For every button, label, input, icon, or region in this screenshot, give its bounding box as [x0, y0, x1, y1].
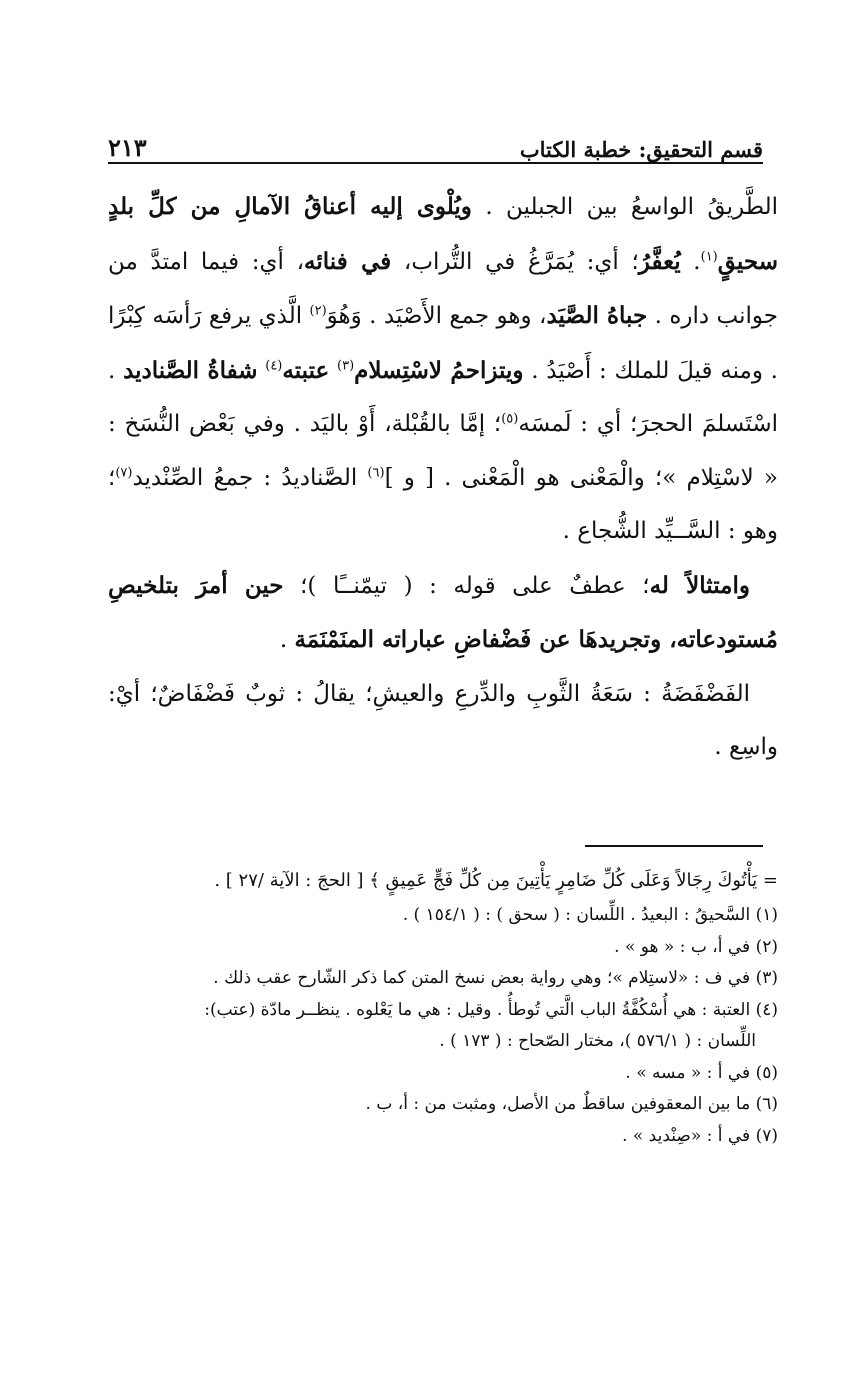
text-run: ، أي: فيما امتدَّ من جوانب داره .	[108, 248, 778, 329]
footnote-ref: (٧)	[115, 464, 133, 480]
footnote-ref: (٥)	[501, 411, 519, 427]
footnote-ref: (٦)	[367, 464, 385, 480]
text-run: ؛ أي: يُمَرَّغُ في التُّراب،	[403, 248, 639, 275]
footnote-ref: (٣)	[337, 357, 355, 373]
paragraph-3: الفَضْفَضَةُ : سَعَةُ الثَّوبِ والدِّرعِ والعيشِ؛ يقالُ : ثوبٌ فَضْفَاضٌ؛ أيْ: واسِع .	[108, 680, 778, 760]
footnote-verse-continuation: = يَأْتُوكَ رِجَالاً وَعَلَى كُلِّ ضَامِرٍ يَأْتِينَ مِن كُلِّ فَجٍّ عَمِيقٍ ﴾ [ الحجَ : الآية /٢٧ ] .	[214, 870, 778, 891]
matn-quote: في فنائه	[304, 247, 392, 275]
matn-quote: عتبته	[282, 356, 330, 384]
footnote-5: (٥) في أ : « مسه » .	[625, 1062, 778, 1083]
footnote-rule	[585, 845, 763, 847]
text-run: الطَّريقُ الواسعُ بين الجبلين .	[485, 194, 778, 220]
matn-quote: وامتثالاً له	[649, 571, 751, 599]
header-rule	[108, 162, 763, 164]
footnote-4-continued: اللِّسان : ( ٥٧٦/١ )، مختار الصّحاح : ( ١٧٣ ) .	[439, 1031, 756, 1051]
paragraph-2	[108, 559, 778, 668]
footnote-1: (١) السَّحيقُ : البعيدُ . اللِّسان : ( سحق ) : ( ١٥٤/١ ) .	[402, 905, 778, 925]
footnote-ref: (١)	[700, 248, 718, 264]
main-text	[108, 180, 778, 775]
footnote-7: (٧) في أ : «صِنْديد » .	[622, 1125, 778, 1146]
text-run: الصَّناديدُ : جمعُ الصِّنْديد	[132, 464, 368, 491]
matn-quote: يُعفَّرُ	[638, 247, 681, 275]
footnote-ref: (٤)	[265, 357, 283, 373]
footnote-2: (٢) في أ، ب : « هو » .	[614, 936, 778, 957]
footnote-6: (٦) ما بين المعقوفين ساقطٌ من الأصل، ومثبت من : أ، ب .	[365, 1094, 778, 1114]
text-run: . اسْتَسلمَ الحجرَ؛ أي : لَمسَه	[108, 357, 778, 437]
matn-quote: ويُلْوى إليه أعناقُ الآمالِ من كلِّ بلدٍ سحيقٍ	[108, 193, 778, 275]
footnote-3: (٣) في ف : «لاستِلام »؛ وهي رواية بعض نسخ المتن كما ذكر الشّارح عقب ذلك .	[213, 968, 778, 988]
matn-quote: جباهُ الصَّيَد	[546, 302, 648, 329]
footnote-ref: (٢)	[309, 303, 327, 319]
matn-quote: شفاةُ الصَّناديد	[123, 356, 258, 384]
paragraph-1: الطَّريقُ الواسعُ بين الجبلين . ويُلْوى إليه أعناقُ الآمالِ من كلِّ بلدٍ سحيقٍ$^{(١)}$. يُعفَّرُ؛ أي: يُمَرَّغُ في التُّراب، في فنائه، أي: فيما امتدَّ من جوانب داره . جباهُ الصَّيَد، وهو جمع الأَصْيَد . وَهُوَ$^{(٢)}$ الَّذي يرفع رَأسَه كِبْرًا . ومنه قيلَ للملك : أَصْيَدُ . ويتزاحمُ لاسْتِسلام$^{(٣)}$ عتبته$^{(٤)}$ شفاةُ الصَّناديد . اسْتَسلمَ الحجرَ؛ أي : لَمسَه$^{(٥)}$؛ إمَّا بالقُبْلة، أَوْ باليَد . وفي بَعْض النُّسَخ : « لاسْتِلام »؛ والْمَعْنى هو الْمَعْنى . [ و ]$^{(٦)}$ الصَّناديدُ : جمعُ الصِّنْديد$^{(٧)}$؛ وهو : السَّــيِّد الشُّجاع .	[108, 193, 778, 544]
footnotes	[108, 862, 778, 1152]
header-title: قسم التحقيق: خطبة الكتاب	[519, 137, 763, 162]
text-run: ، وهو جمع الأَصْيَد . وَهُوَ	[326, 303, 547, 329]
text-run: ؛ وهو : السَّــيِّد الشُّجاع .	[108, 464, 778, 544]
text-run: ؛ عطفٌ على قوله : ( تيمّنــًا )؛	[300, 572, 650, 599]
text-run: الَّذي يرفع رَأسَه كِبْرًا . ومنه قيلَ للملك : أَصْيَدُ .	[108, 303, 778, 384]
matn-quote: حين أمرَ بتلخيصِ مُستودعاته، وتجريدهَا عن فَضْفاضِ عباراته المنَمْنَمَة	[108, 571, 778, 653]
footnote-4: (٤) العتبة : هي أُسْكُفَّةُ الباب الَّتي تُوطأُ . وقيل : هي ما يَعْلوه . ينظــر مادّة (عتب):	[204, 999, 778, 1020]
page-number: ٢١٣	[108, 133, 147, 162]
text-run: .	[279, 627, 295, 653]
running-header	[108, 128, 763, 162]
matn-quote: ويتزاحمُ لاسْتِسلام	[354, 356, 524, 384]
text-run: ؛ إمَّا بالقُبْلة، أَوْ باليَد . وفي بَعْض النُّسَخ : « لاسْتِلام »؛ والْمَعْنى هو الْمَعْنى . [ و ]	[108, 411, 778, 491]
